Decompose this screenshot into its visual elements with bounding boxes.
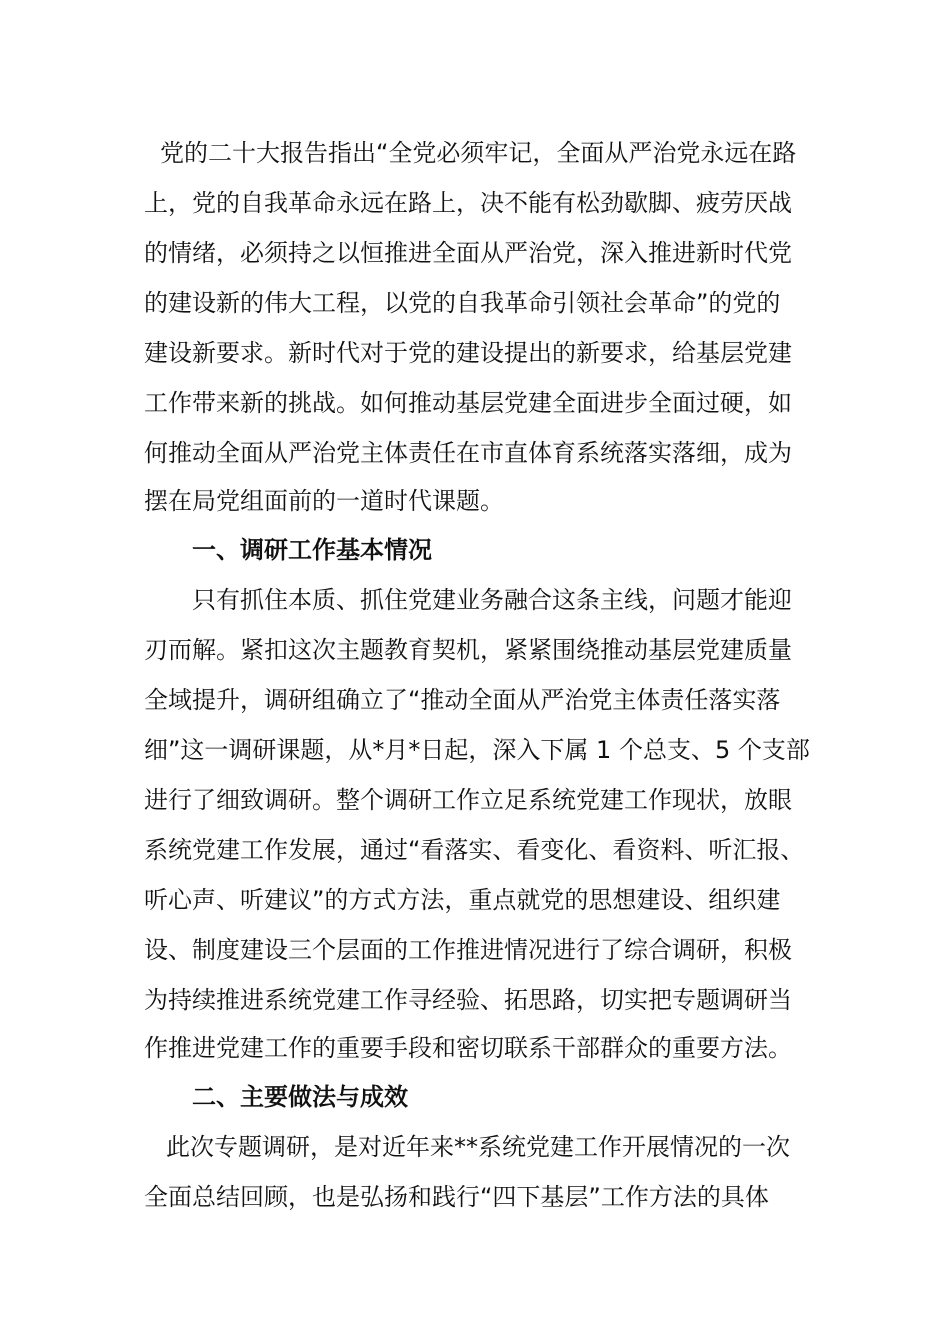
paragraph-2-line-10: 作推进党建工作的重要手段和密切联系干部群众的重要方法。 <box>144 1034 792 1062</box>
paragraph-2-line-9: 为持续推进系统党建工作寻经验、拓思路，切实把专题调研当 <box>144 986 792 1014</box>
paragraph-2-line-7: 听心声、听建议”的方式方法，重点就党的思想建设、组织建 <box>144 886 781 914</box>
paragraph-2-line-1: 只有抓住本质、抓住党建业务融合这条主线，问题才能迎 <box>192 586 792 614</box>
paragraph-2-line-8: 设、制度建设三个层面的工作推进情况进行了综合调研，积极 <box>144 936 792 964</box>
paragraph-2-line-5: 进行了细致调研。整个调研工作立足系统党建工作现状，放眼 <box>144 786 792 814</box>
paragraph-1-line-5: 建设新要求。新时代对于党的建设提出的新要求，给基层党建 <box>144 339 792 367</box>
paragraph-1-line-6: 工作带来新的挑战。如何推动基层党建全面进步全面过硬，如 <box>144 389 792 417</box>
paragraph-3-line-2: 全面总结回顾，也是弘扬和践行“四下基层”工作方法的具体 <box>144 1183 769 1211</box>
paragraph-3-line-1: 此次专题调研，是对近年来**系统党建工作开展情况的一次 <box>166 1133 790 1161</box>
paragraph-2-line-6: 系统党建工作发展，通过“看落实、看变化、看资料、听汇报、 <box>144 836 805 864</box>
paragraph-1-line-3: 的情绪，必须持之以恒推进全面从严治党，深入推进新时代党 <box>144 239 792 267</box>
paragraph-2-line-2: 刃而解。紧扣这次主题教育契机，紧紧围绕推动基层党建质量 <box>144 636 792 664</box>
paragraph-2-line-4: 细”这一调研课题，从*月*日起，深入下属 1 个总支、5 个支部 <box>144 736 810 764</box>
paragraph-1-line-4: 的建设新的伟大工程，以党的自我革命引领社会革命”的党的 <box>144 289 781 317</box>
section-heading-2: 二、主要做法与成效 <box>192 1083 408 1111</box>
paragraph-1-line-2: 上，党的自我革命永远在路上，决不能有松劲歇脚、疲劳厌战 <box>144 189 792 217</box>
paragraph-1-line-7: 何推动全面从严治党主体责任在市直体育系统落实落细，成为 <box>144 439 792 467</box>
paragraph-2-line-3: 全域提升，调研组确立了“推动全面从严治党主体责任落实落 <box>144 686 781 714</box>
section-heading-1: 一、调研工作基本情况 <box>192 536 432 564</box>
paragraph-1-line-1: 党的二十大报告指出“全党必须牢记，全面从严治党永远在路 <box>160 139 797 167</box>
paragraph-1-line-8: 摆在局党组面前的一道时代课题。 <box>144 487 504 515</box>
